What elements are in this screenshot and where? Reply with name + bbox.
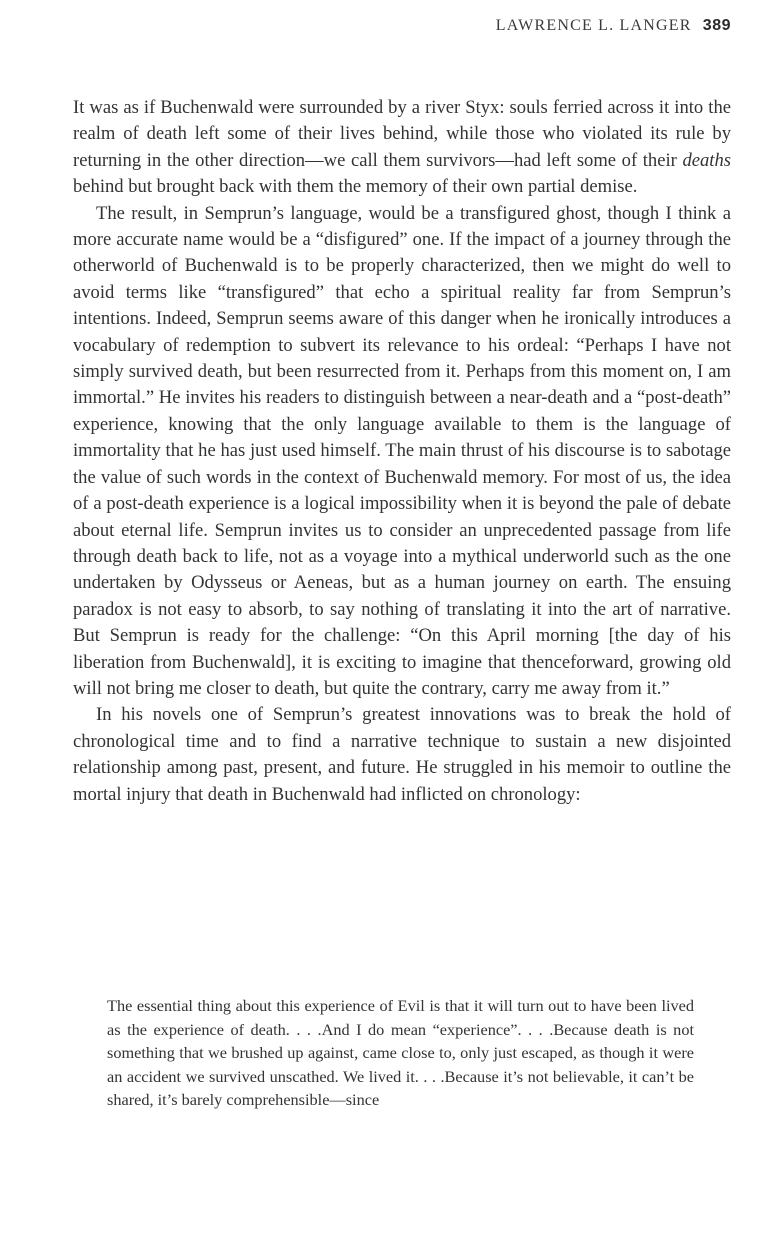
paragraph-3: In his novels one of Semprun’s greatest innovations was to break the hold of chronological time and to find a narrative technique to sustain a new disjointed relationship among past, present, and future. He struggled in his memoir to outline the mortal injury that death in Buchenwald had inflicted on chronology: xyxy=(73,704,731,805)
block-quote-text: The essential thing about this experience of Evil is that it will turn out to have been lived as the experience of death. . . .And I do mean “experience”. . . .Because death is not something that we brushed up against, came close to, only just escaped, as though it were an accident we survived unscathed. We lived it. . . .Because it’s not believable, it can’t be shared, it’s barely comprehensible—since xyxy=(107,996,694,1110)
emphasis-deaths: deaths xyxy=(682,149,731,171)
paragraph-1-text-start: It was as if Buchenwald were surrounded by a river Styx: souls ferried across it into the realm of death left some of their lives behind, while those who violated its rule by returning in the other direction—we call them survivors—had left some of their xyxy=(73,97,731,171)
body-text xyxy=(73,95,731,808)
paragraph-1-text-end: behind but brought back with them the memory of their own partial demise. xyxy=(73,176,638,198)
paragraph-2: The result, in Semprun’s language, would be a transfigured ghost, though I think a more accurate name would be a “disfigured” one. If the impact of a journey through the otherworld of Buchenwald is to be properly characterized, then we might do well to avoid terms like “transfigured” that echo a spiritual reality far from Semprun’s intentions. Indeed, Semprun seems aware of this danger when he ironically introduces a vocabulary of redemption to subvert its relevance to his ordeal: “Perhaps I have not simply survived death, but been resurrected from it. Perhaps from this moment on, I am immortal.” He invites his readers to distinguish between a near-death and a “post-death” experience, knowing that the only language available to them is the language of immortality that he has just used himself. The main thrust of his discourse is to sabotage the value of such words in the context of Buchenwald memory. For most of us, the idea of a post-death experience is a logical impossibility when it is beyond the pale of debate about eternal life. Semprun invites us to consider an unprecedented passage from life through death back to life, not as a voyage into a mythical underworld such as the one undertaken by Odysseus or Aeneas, but as a human journey on earth. The ensuing paradox is not easy to absorb, to say nothing of translating it into the art of narrative. But Semprun is ready for the challenge: “On this April morning [the day of his liberation from Buchenwald], it is exciting to imagine that thenceforward, growing old will not bring me closer to death, but quite the contrary, carry me away from it.” xyxy=(73,202,731,699)
page-number: 389 xyxy=(702,17,731,34)
running-head-author: LAWRENCE L. LANGER xyxy=(495,17,692,34)
block-quote xyxy=(107,994,694,1112)
paragraph-1 xyxy=(73,95,731,201)
running-head xyxy=(496,17,731,35)
